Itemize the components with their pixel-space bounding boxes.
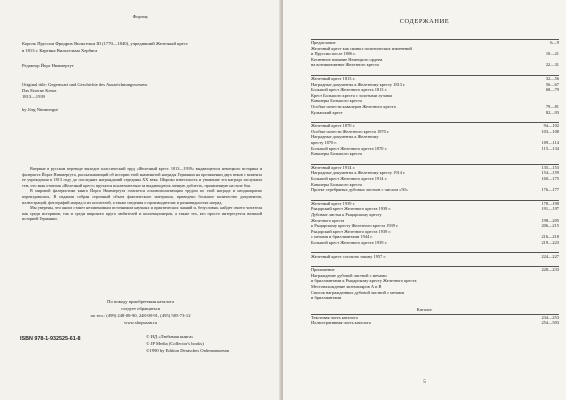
toc-entry-title: Список награжденных дубовой листвой с мечами [311,289,404,295]
toc-entry-title: Особые почести Железного креста 1870 г. [311,128,390,134]
order-phone: по тел.: (499) 248-08-90, 248-08-91, (495) 585-73-12 [90,313,191,318]
toc-entry-pages: 228—233 [541,267,559,273]
copyright-line: © JP Media (Collector's books) [146,341,204,346]
toc-entry-title: Кавалеры Большого креста [311,98,362,104]
left-page [0,0,281,400]
original-years: 1813—1939 [22,94,45,99]
toc-entry-title: Награждение дубовой листвой с мечами [311,272,387,278]
page-number: 5 [423,379,426,385]
toc-entry-title: Наградные документы к Железному [311,134,379,140]
toc-entry-pages: 68—79 [545,87,559,93]
katalog-entry-title: Иллюстративная часть каталога [311,320,371,326]
toc-entry-title: Проект серебряных дубовых листьев с числом «50» [311,187,408,193]
toc-entry-title: Приложение [311,267,335,273]
toc-entry-pages: 160—175 [541,176,559,181]
toc-entry-pages: 22—31 [545,62,559,68]
toc-heading: СОДЕРЖАНИЕ [399,18,450,25]
katalog-entry-title: Текстовая часть каталога [311,314,358,320]
toc-entry-title: Большой крест Железного креста 1813 г. [311,87,387,93]
toc-entry-title: Железный крест как символ политических изменений [311,45,412,51]
original-title: Original title: Gegenwart und Geschichte des Auszeichnungswesens [22,82,148,87]
toc-entry [311,62,559,68]
toc-entry-pages: 82—93 [545,109,559,115]
order-info-line: следует обращаться [121,306,160,311]
right-page [283,0,566,400]
toc-entry-title: Наградные документы к Железному кресту 1813 г. [311,81,406,87]
toc-entry-title: Большой крест Железного креста 1914 г. [311,176,387,181]
annotation-text [22,166,262,222]
toc-entry-pages: 219—223 [541,240,559,245]
toc-entry-title: Железный крест 1939 г. [311,200,355,206]
katalog-entry-pages: 254—503 [541,320,559,326]
toc-entry-pages: 10—21 [545,51,559,57]
toc-entry-title: Железный крест 1813 г. [311,76,355,81]
toc-entry-title: Кавалеры Большого креста [311,151,362,157]
toc-entry-title: Железный крест согласно закону 1957 г. [311,253,386,259]
endpaper-label: Форзац: [132,14,149,19]
toc-entry-title: Рыцарский крест Железного креста 1939 г. [311,206,391,212]
annotation-paragraph: В мировой фалеристике книга Йорга Ниммергута считается основополагающим трудом по этой награде и неоднократно переиздавалась. В издании собран огромный объем фактического материала, приведено большое количество документов, иллюстраций, фотографий наград и их носителей, а также сведения о производителях и разновидностях наград. [22,188,262,205]
toc-entry [311,254,559,260]
toc-entry-pages: 79—81 [545,104,559,109]
isbn: ISBN 978-1-932525-61-8 [20,336,81,342]
toc-entry [311,151,559,157]
toc-entry-title: Большой крест Железного креста 1870 г. [311,145,387,151]
toc-entry-pages: 6—9 [550,40,559,45]
copyright-line: ©1990 by Edition Deutsches Ordensmuseum [146,348,230,353]
toc-entry-title: Крест Большого креста с золотыми лучами [311,92,392,98]
toc-entry [311,240,559,246]
toc-entry-pages: 94—102 [543,123,559,129]
toc-entry-title: Наградные документы к Железному кресту 1914 г. [311,170,406,176]
copyright-line: © ИД «Любимая книга» [146,334,194,339]
toc-entry-pages: 103—108 [541,128,559,134]
toc-entry-title: Железный крест 1870 г. [311,123,355,129]
toc-entry [311,187,559,193]
katalog-heading: Каталог [416,306,433,312]
annotation-paragraph: Впервые в русском переводе выходит классический труд «Железный крест. 1813—1939» выдающегося немецкого историка и фалериста Йорга Ниммергута, рассказывающий об истории этой знаменитой награды Германии на протяжении двух веков с момента ее учреждения в 1813 году до последних награждений середины XX века. Широко известность и уважение эта награда заслужила тем, что знак отличия «Железный крест» вручался исключительно за выдающуюся личную доблесть, проявленную на поле боя. [22,166,262,188]
toc-entry-title: Кульмский крест [311,109,343,115]
toc-entry-pages: 154—159 [541,170,559,176]
toc-entry-title: Косвенное влияние Немецкого ордена [311,56,383,62]
original-subtitle: Das Eiserne Kreuz [22,88,57,93]
toc-entry-pages: 115—134 [541,145,559,151]
endpaper-caption: Король Пруссии Фридрих Вильгельм III (1770—1840), учредивший Железный крест [22,41,188,46]
toc-entry-title: Дубовые листья к Рыцарскому кресту [311,212,382,217]
toc-entry-title: на возникновение Железного креста [311,62,379,68]
toc-entry-title: и бриллиантами [311,295,342,301]
endpaper-caption-2: в 1813 г. Картина Вильгельма Хербига [22,48,98,53]
toc-entry [311,110,559,116]
toc-entry-title: и Пруссии после 1806 г. [311,51,356,57]
toc-entry-pages: 198—205 [541,217,559,223]
toc-entry-title: Рыцарский крест Железного креста 1939 г. [311,228,391,234]
toc-entry-title: Особые почести кавалеров Железного креста [311,104,396,109]
annotation-paragraph: Мы уверены, что книга станет незаменимым источником научных и практических знаний и, безусловно, найдет своего читателя как среди историков, так и среди широкого круга любителей и коллекционеров, а также тех, кто просто интересуется военной историей Германии. [22,205,262,222]
toc-entry-pages: 109—114 [541,140,559,145]
toc-entry-pages: 32—56 [545,76,559,81]
toc-entry-pages: 135—153 [541,164,559,170]
katalog-entry [311,320,559,326]
toc-entry-title: кресту 1870 г. [311,140,337,145]
katalog-entry-pages: 234—253 [541,314,559,320]
toc-entry-pages: 56—67 [545,81,559,87]
toc-entry-title: Железного креста [311,217,345,223]
toc-entry-title: Местонахождение экземпляров А и В [311,284,382,289]
toc-entry-title: к Рыцарскому кресту Железного креста 1939 г. [311,223,399,229]
order-info-line: По поводу приобретения каталога [107,299,174,304]
toc-entry-title: Кавалеры Большого креста [311,181,362,187]
toc-entry-pages: 224—227 [541,253,559,259]
toc-entry-title: и бриллиантами к Рыцарскому кресту Железного креста [311,278,417,284]
toc-entry-pages: 206—215 [541,223,559,229]
toc-entry-title: Железный крест 1914 г. [311,164,355,170]
toc-entry [311,295,559,301]
toc-entry-pages: 216—218 [541,234,559,240]
toc-entry-title: с мечами и бриллиантами 1944 г. [311,234,373,240]
editor-credit: Редактор Йорг Ниммергут [22,63,74,68]
order-website: www.shopusan.ru [124,320,157,325]
toc-entry-title: Предисловие [311,40,336,45]
original-author: by Jörg Nimmergut [22,107,58,112]
toc-entry-pages: 178—190 [541,200,559,206]
toc-entry-title: Большой крест Железного креста 1939 г. [311,240,387,245]
toc-entry-pages: 191—197 [541,206,559,212]
toc-entry-pages: 176—177 [541,187,559,193]
